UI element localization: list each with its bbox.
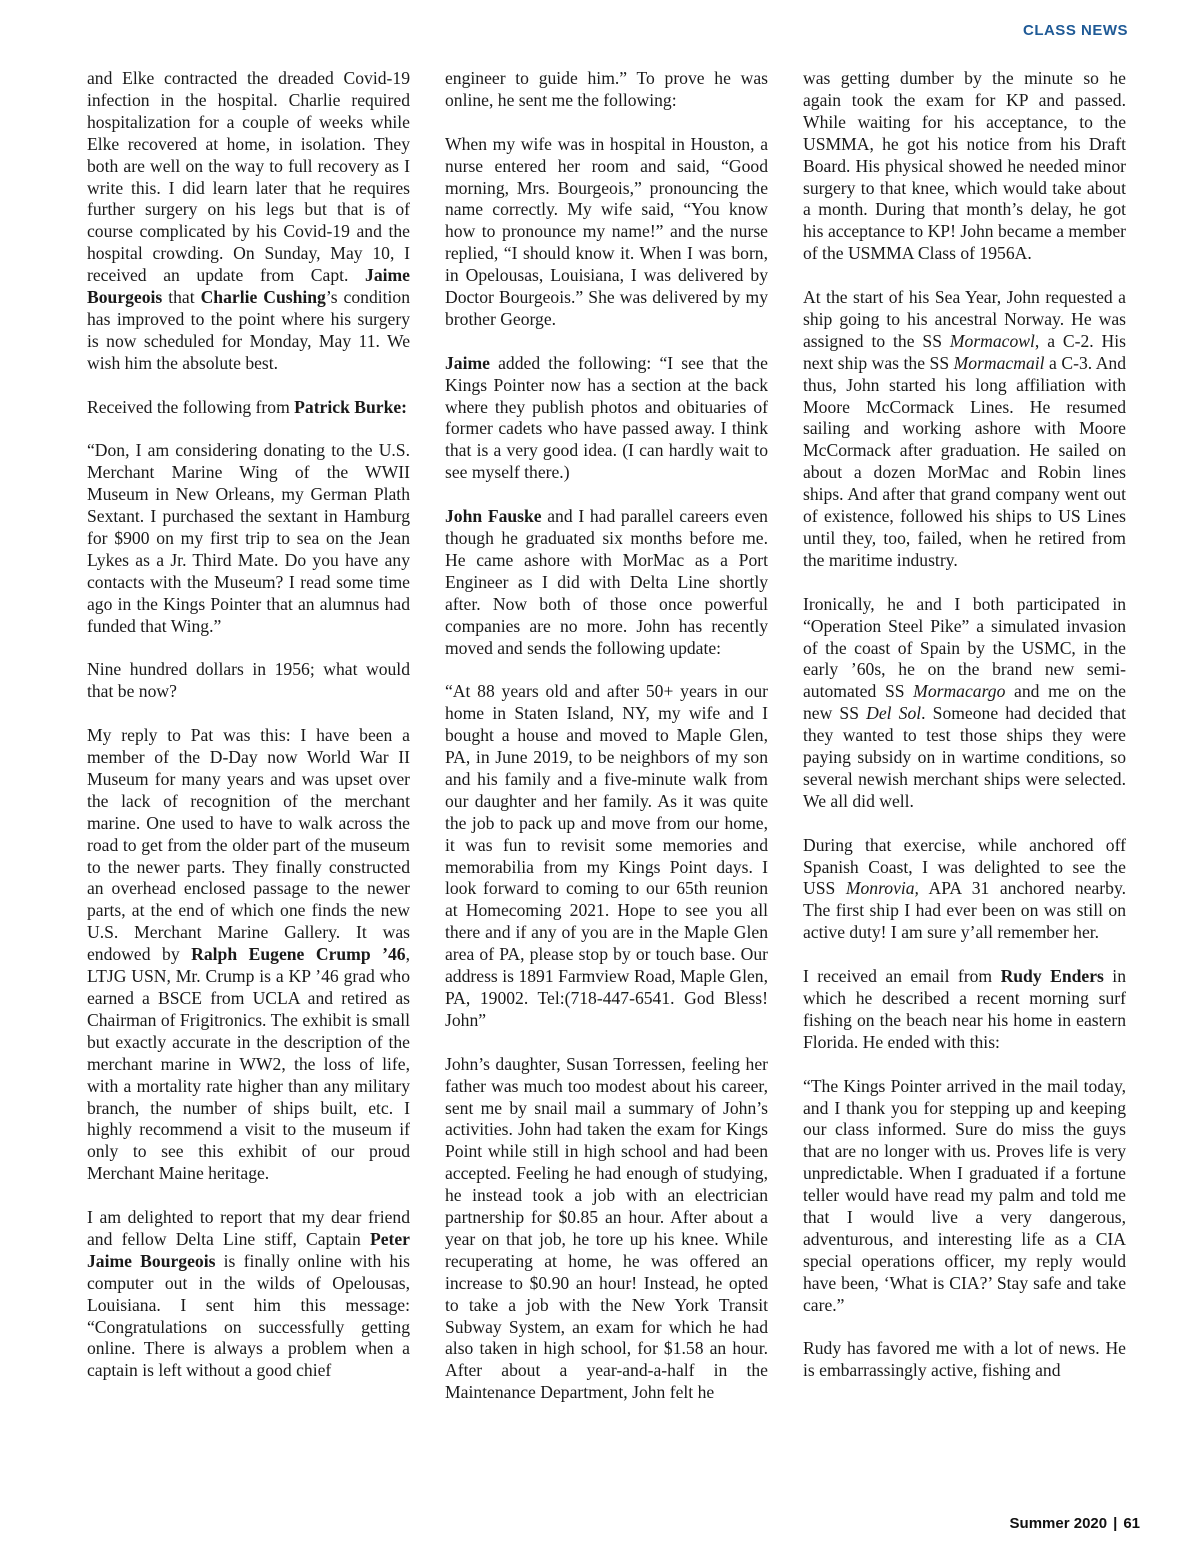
paragraph: Nine hundred dollars in 1956; what would that be now? (87, 659, 410, 702)
paragraph: John’s daughter, Susan Torressen, feeling her father was much too modest about his career, sent me by snail mail a summary of John’s activities. John had taken the exam for Kings Point while still in high school and had been accepted. Feeling he had enough of studying, he instead took a job with an electrician partnership for $0.85 an hour. After about a year on that job, he tore up his knee. While recuperating at home, he was offered an increase to $0.90 an hour! Instead, he opted to take a job with the New York Transit Subway System, an exam for which he had also taken in high school, for $1.58 an hour. After about a year-and-a-half in the Maintenance Department, John felt he (445, 1053, 768, 1403)
page-footer (1010, 1515, 1140, 1532)
column-1 (87, 68, 410, 1382)
footer-separator: | (1113, 1515, 1118, 1532)
paragraph: Rudy has favored me with a lot of news. He is embarrassingly active, fishing and (803, 1338, 1126, 1381)
paragraph: John Fauske and I had parallel careers even though he graduated six months before me. He came ashore with MorMac as a Port Engineer as I did with Delta Line shortly after. Now both of those once powerful companies are no more. John has recently moved and sends the following update: (445, 506, 768, 658)
paragraph: My reply to Pat was this: I have been a member of the D-Day now World War II Museum for many years and was upset over the lack of recognition of the merchant marine. One used to have to walk across the road to get from the older part of the museum to the newer parts. They finally constructed an overhead enclosed passage to the newer parts, at the end of which one finds the new U.S. Merchant Marine Gallery. It was endowed by Ralph Eugene Crump ’46, LTJG USN, Mr. Crump is a KP ’46 grad who earned a BSCE from UCLA and retired as Chairman of Frigitronics. The exhibit is small but exactly accurate in the description of the merchant marine in WW2, the loss of life, with a mortality rate higher than any military branch, the number of ships built, etc. I highly recommend a visit to the museum if only to see this exhibit of our proud Merchant Maine heritage. (87, 725, 410, 1184)
page-number: 61 (1123, 1515, 1140, 1532)
paragraph: engineer to guide him.” To prove he was online, he sent me the following: (445, 68, 768, 110)
issue-label: Summer 2020 (1009, 1515, 1108, 1532)
column-3 (803, 68, 1126, 1382)
paragraph: Ironically, he and I both participated in “Operation Steel Pike” a simulated invasion of the coast of Spain by the USMC, in the early ’60s, he on the brand new semi-automated SS Mormacargo and me on the new SS Del Sol. Someone had decided that they wanted to test those ships they were paying subsidy on in wartime conditions, so several newish merchant ships were selected. We all did well. (803, 593, 1126, 811)
paragraph: was getting dumber by the minute so he again took the exam for KP and passed. While waiting for his acceptance, to the USMMA, he got his notice from his Draft Board. His physical showed he needed minor surgery to that knee, which would take about a month. During that month’s delay, he got his acceptance to KP! John became a member of the USMMA Class of 1956A. (803, 68, 1126, 264)
column-2 (445, 68, 768, 1404)
paragraph: I am delighted to report that my dear friend and fellow Delta Line stiff, Captain Peter Jaime Bourgeois is finally online with his computer out in the wilds of Opelousas, Louisiana. I sent him this message: “Congratulations on successfully getting online. There is always a problem when a captain is left without a good chief (87, 1207, 410, 1381)
paragraph: “At 88 years old and after 50+ years in our home in Staten Island, NY, my wife and I bought a house and moved to Maple Glen, PA, in June 2019, to be neighbors of my son and his family and a five-minute walk from our daughter and her family. As it was quite the job to pack up and move from our home, it was fun to revisit some memories and memorabilia from my Kings Point days. I look forward to coming to our 65th reunion at Homecoming 2021. Hope to see you all there and if any of you are in the Maple Glen area of PA, please stop by or touch base. Our address is 1891 Farmview Road, Maple Glen, PA, 19002. Tel:(718-447-6541. God Bless! John” (445, 681, 768, 1030)
paragraph: When my wife was in hospital in Houston, a nurse entered her room and said, “Good morning, Mrs. Bourgeois,” pronouncing the name correctly. My wife said, “You know how to pronounce my name!” and the nurse replied, “I should know it. When I was born, in Opelousas, Louisiana, I was delivered by Doctor Bourgeois.” She was delivered by my brother George. (445, 133, 768, 329)
paragraph: During that exercise, while anchored off Spanish Coast, I was delighted to see the USS Monrovia, APA 31 anchored nearby. The first ship I had ever been on was still on active duty! I am sure y’all remember her. (803, 834, 1126, 943)
paragraph: At the start of his Sea Year, John requested a ship going to his ancestral Norway. He was assigned to the SS Mormacowl, a C-2. His next ship was the SS Mormacmail a C-3. And thus, John started his long affiliation with Moore McCormack Lines. He resumed sailing and working ashore with Moore McCormack after graduation. He sailed on about a dozen MorMac and Robin lines ships. And after that grand company went out of existence, followed his ships to US Lines until they, too, failed, when he retired from the maritime industry. (803, 287, 1126, 570)
paragraph: and Elke contracted the dreaded Covid-19 infection in the hospital. Charlie required hospitalization for a couple of weeks while Elke recovered at home, in isolation. They both are well on the way to full recovery as I write this. I did learn later that he requires further surgery on his legs but that is of course complicated by his Covid-19 and the hospital crowding. On Sunday, May 10, I received an update from Capt. Jaime Bourgeois that Charlie Cushing’s condition has improved to the point where his surgery is now scheduled for Monday, May 11. We wish him the absolute best. (87, 68, 411, 373)
paragraph: I received an email from Rudy Enders in which he described a recent morning surf fishing on the beach near his home in eastern Florida. He ended with this: (803, 966, 1126, 1052)
section-header: CLASS NEWS (1022, 22, 1128, 39)
paragraph: Jaime added the following: “I see that the Kings Pointer now has a section at the back where they publish photos and obituaries of former cadets who have passed away. I think that is a very good idea. (I can hardly wait to see myself there.) (445, 352, 768, 483)
paragraph: “Don, I am considering donating to the U.S. Merchant Marine Wing of the WWII Museum in New Orleans, my German Plath Sextant. I purchased the sextant in Hamburg for $900 on my first trip to sea on the Jean Lykes as a Jr. Third Mate. Do you have any contacts with the Museum? I read some time ago in the Kings Pointer that an alumnus had funded that Wing.” (87, 440, 410, 636)
paragraph: Received the following from Patrick Burke: (87, 396, 408, 417)
paragraph: “The Kings Pointer arrived in the mail today, and I thank you for stepping up and keeping our class informed. Sure do miss the guys that are no longer with us. Proves life is very unpredictable. When I graduated if a fortune teller would have read my palm and told me that I would live a very dangerous, adventurous, and interesting life as a CIA special operations officer, my reply would have been, ‘What is CIA?’ Stay safe and take care.” (803, 1075, 1126, 1315)
